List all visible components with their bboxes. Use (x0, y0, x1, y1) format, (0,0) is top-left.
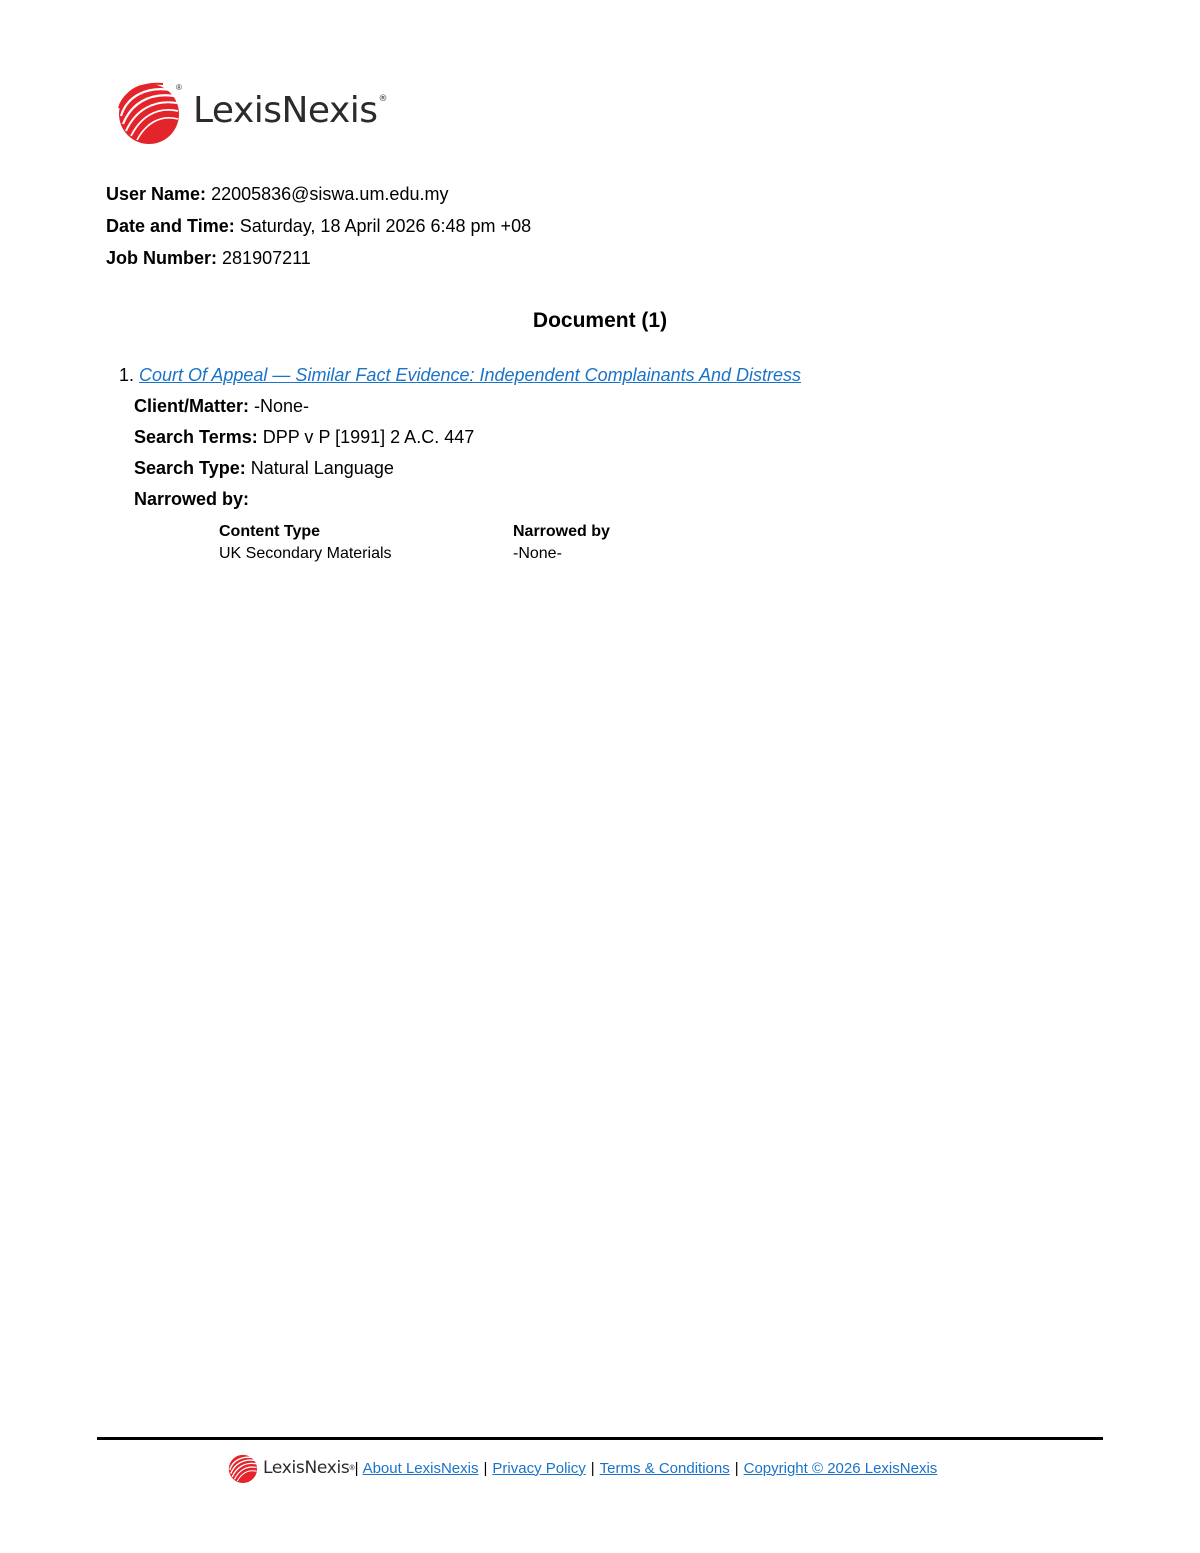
date-time-value: Saturday, 18 April 2026 6:48 pm +08 (239, 216, 532, 236)
user-name-label: User Name: (106, 184, 207, 204)
footer-separator: | (354, 1459, 359, 1477)
footer-separator: | (483, 1459, 488, 1477)
privacy-policy-link[interactable]: Privacy Policy (492, 1459, 586, 1477)
lexisnexis-logo (113, 78, 387, 146)
footer (226, 1452, 937, 1484)
search-terms-value: DPP v P [1991] 2 A.C. 447 (262, 427, 475, 447)
lexisnexis-globe-icon (113, 78, 181, 146)
footer-brand-reg: ® (349, 1464, 355, 1472)
narrowed-by-label: Narrowed by: (134, 489, 250, 509)
client-matter-label: Client/Matter: (134, 396, 250, 416)
user-name-value: 22005836@siswa.um.edu.my (211, 184, 449, 204)
search-terms-label: Search Terms: (134, 427, 258, 447)
lexisnexis-globe-icon (226, 1452, 258, 1484)
document-title-row (119, 360, 801, 391)
document-details (134, 391, 801, 515)
date-time-label: Date and Time: (106, 216, 235, 236)
date-time-row (106, 210, 531, 242)
job-number-label: Job Number: (106, 248, 218, 268)
document-title-link[interactable]: Court Of Appeal — Similar Fact Evidence: Independent Complainants And Distress (139, 365, 802, 385)
job-number-value: 281907211 (222, 248, 311, 268)
narrowed-by-header: Narrowed by (513, 523, 610, 540)
search-type-value: Natural Language (250, 458, 394, 478)
print-metadata (106, 178, 531, 274)
narrowed-by-row (134, 484, 801, 515)
client-matter-row (134, 391, 801, 422)
table-row (219, 543, 610, 565)
document-heading: Document (1) (532, 309, 668, 332)
narrowed-by-cell: -None- (513, 545, 562, 562)
registered-mark: ® (176, 83, 182, 92)
footer-divider (97, 1437, 1103, 1440)
about-lexisnexis-link[interactable]: About LexisNexis (362, 1459, 479, 1477)
footer-separator: | (590, 1459, 595, 1477)
narrowed-by-table-header (219, 521, 610, 543)
narrowed-by-table (219, 521, 610, 565)
user-name-row (106, 178, 531, 210)
search-type-label: Search Type: (134, 458, 246, 478)
brand-name: LexisNexis® (193, 89, 388, 131)
client-matter-value: -None- (254, 396, 310, 416)
search-terms-row (134, 422, 801, 453)
copyright-link[interactable]: Copyright © 2026 LexisNexis (743, 1459, 938, 1477)
search-type-row (134, 453, 801, 484)
brand-reg-symbol: ® (378, 93, 388, 104)
document-number: 1. (119, 365, 135, 385)
terms-conditions-link[interactable]: Terms & Conditions (599, 1459, 730, 1477)
job-number-row (106, 242, 531, 274)
content-type-cell: UK Secondary Materials (219, 545, 392, 562)
content-type-header: Content Type (219, 523, 321, 540)
document-list-item (119, 360, 801, 515)
footer-brand-name: LexisNexis (263, 1458, 350, 1478)
footer-separator: | (734, 1459, 739, 1477)
